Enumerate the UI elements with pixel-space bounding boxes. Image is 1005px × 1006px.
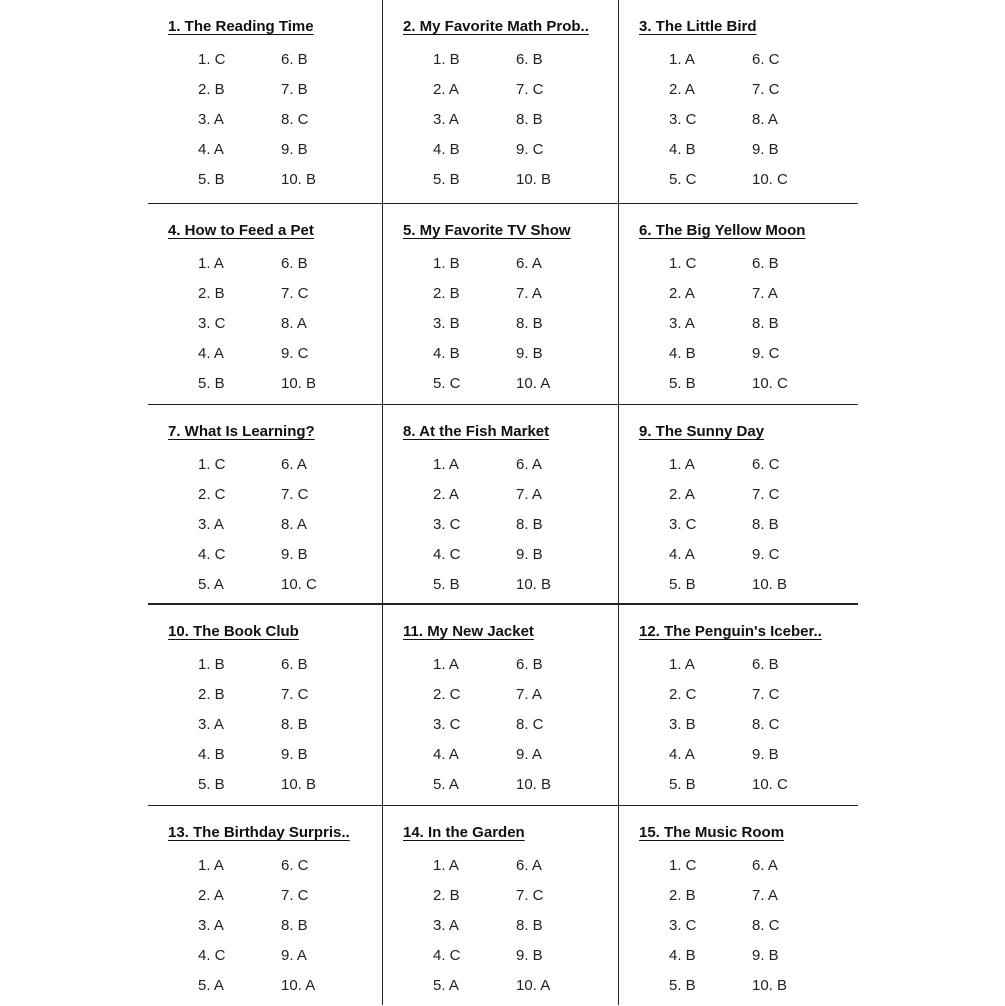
- answer-item: 5. A: [433, 977, 459, 994]
- answer-item: 1. C: [198, 456, 226, 473]
- answer-item: 1. C: [669, 255, 697, 272]
- answer-item: 3. C: [669, 111, 697, 128]
- answer-item: 6. B: [281, 51, 308, 68]
- answer-key-grid: [148, 0, 858, 1005]
- quiz-title: 4. How to Feed a Pet: [168, 222, 314, 239]
- answer-item: 4. C: [198, 947, 226, 964]
- answer-item: 3. A: [198, 516, 224, 533]
- answer-item: 7. C: [752, 686, 780, 703]
- quiz-title: 5. My Favorite TV Show: [403, 222, 571, 239]
- answer-item: 6. B: [516, 656, 543, 673]
- answer-item: 9. A: [516, 746, 542, 763]
- answer-item: 6. A: [752, 857, 778, 874]
- answer-item: 6. C: [752, 456, 780, 473]
- answer-list: [198, 455, 341, 605]
- answer-item: 2. A: [433, 486, 459, 503]
- answer-item: 5. B: [669, 576, 696, 593]
- answer-item: 1. A: [433, 456, 459, 473]
- answer-item: 4. B: [433, 345, 460, 362]
- answer-item: 7. C: [281, 887, 309, 904]
- answer-list: [433, 50, 576, 200]
- quiz-answer-block: [619, 0, 858, 204]
- answer-item: 4. C: [198, 546, 226, 563]
- answer-item: 5. B: [198, 375, 225, 392]
- answer-item: 2. A: [433, 81, 459, 98]
- answer-list: [433, 856, 576, 1006]
- answer-item: 5. A: [198, 977, 224, 994]
- answer-list: [198, 254, 341, 404]
- answer-item: 10. B: [281, 375, 317, 392]
- answer-item: 2. C: [433, 686, 461, 703]
- answer-item: 9. B: [752, 141, 779, 158]
- answer-item: 8. A: [752, 111, 778, 128]
- answer-item: 6. A: [281, 456, 307, 473]
- answer-item: 1. A: [669, 51, 695, 68]
- answer-item: 7. A: [516, 686, 542, 703]
- answer-item: 3. C: [433, 516, 461, 533]
- answer-item: 4. A: [669, 546, 695, 563]
- answer-item: 5. B: [433, 171, 460, 188]
- answer-item: 2. A: [669, 285, 695, 302]
- quiz-title: 14. In the Garden: [403, 824, 525, 841]
- answer-item: 8. B: [752, 516, 779, 533]
- answer-item: 4. B: [669, 345, 696, 362]
- answer-item: 7. A: [516, 486, 542, 503]
- answer-item: 9. B: [516, 345, 543, 362]
- answer-item: 8. B: [516, 917, 543, 934]
- answer-item: 2. B: [433, 285, 460, 302]
- answer-item: 6. A: [516, 456, 542, 473]
- answer-item: 2. C: [669, 686, 697, 703]
- answer-item: 4. A: [433, 746, 459, 763]
- answer-item: 5. B: [669, 776, 696, 793]
- answer-item: 9. A: [281, 947, 307, 964]
- answer-item: 1. A: [433, 656, 459, 673]
- answer-item: 10. B: [752, 576, 788, 593]
- answer-item: 7. C: [281, 486, 309, 503]
- quiz-answer-block: [148, 204, 383, 405]
- answer-item: 3. C: [669, 516, 697, 533]
- answer-item: 10. A: [281, 977, 316, 994]
- answer-item: 9. B: [281, 546, 308, 563]
- answer-item: 8. C: [516, 716, 544, 733]
- answer-item: 8. B: [516, 315, 543, 332]
- answer-list: [198, 856, 341, 1006]
- answer-item: 9. B: [281, 141, 308, 158]
- answer-item: 4. B: [669, 947, 696, 964]
- answer-list: [669, 455, 812, 605]
- answer-item: 9. B: [516, 546, 543, 563]
- answer-item: 9. C: [752, 546, 780, 563]
- quiz-answer-block: [383, 204, 619, 405]
- answer-item: 4. B: [198, 746, 225, 763]
- answer-item: 7. C: [281, 285, 309, 302]
- answer-list: [433, 655, 576, 805]
- quiz-title: 7. What Is Learning?: [168, 423, 315, 440]
- answer-item: 2. A: [669, 81, 695, 98]
- quiz-title: 10. The Book Club: [168, 623, 299, 640]
- quiz-answer-block: [619, 806, 858, 1005]
- quiz-answer-block: [383, 605, 619, 806]
- answer-item: 1. C: [198, 51, 226, 68]
- answer-item: 8. A: [281, 315, 307, 332]
- quiz-answer-block: [383, 0, 619, 204]
- answer-list: [433, 254, 576, 404]
- answer-item: 7. B: [281, 81, 308, 98]
- answer-item: 3. B: [433, 315, 460, 332]
- answer-item: 6. B: [752, 255, 779, 272]
- answer-item: 6. B: [281, 255, 308, 272]
- quiz-title: 8. At the Fish Market: [403, 423, 550, 440]
- answer-item: 10. B: [752, 977, 788, 994]
- answer-item: 1. A: [198, 857, 224, 874]
- answer-item: 7. A: [516, 285, 542, 302]
- quiz-answer-block: [619, 405, 858, 605]
- quiz-answer-block: [148, 605, 383, 806]
- answer-item: 4. A: [669, 746, 695, 763]
- answer-item: 10. A: [516, 977, 551, 994]
- answer-item: 9. C: [752, 345, 780, 362]
- answer-list: [198, 50, 341, 200]
- answer-item: 3. B: [669, 716, 696, 733]
- answer-item: 7. C: [281, 686, 309, 703]
- answer-item: 6. A: [516, 255, 542, 272]
- answer-item: 10. A: [516, 375, 551, 392]
- answer-item: 1. C: [669, 857, 697, 874]
- answer-item: 10. B: [281, 171, 317, 188]
- answer-item: 6. A: [516, 857, 542, 874]
- answer-item: 4. B: [433, 141, 460, 158]
- answer-item: 8. B: [281, 716, 308, 733]
- answer-item: 9. B: [752, 947, 779, 964]
- answer-item: 4. C: [433, 546, 461, 563]
- answer-item: 5. A: [433, 776, 459, 793]
- answer-item: 1. B: [198, 656, 225, 673]
- answer-item: 6. B: [752, 656, 779, 673]
- answer-item: 4. B: [669, 141, 696, 158]
- answer-item: 2. C: [198, 486, 226, 503]
- answer-item: 8. B: [516, 516, 543, 533]
- answer-item: 8. C: [281, 111, 309, 128]
- answer-item: 5. C: [669, 171, 697, 188]
- answer-item: 3. A: [433, 111, 459, 128]
- answer-item: 8. B: [752, 315, 779, 332]
- answer-item: 5. B: [669, 375, 696, 392]
- answer-item: 3. A: [433, 917, 459, 934]
- quiz-answer-block: [148, 405, 383, 605]
- answer-item: 8. C: [752, 917, 780, 934]
- answer-item: 2. B: [198, 285, 225, 302]
- answer-item: 5. C: [433, 375, 461, 392]
- answer-item: 5. B: [198, 776, 225, 793]
- quiz-title: 2. My Favorite Math Prob..: [403, 18, 589, 35]
- answer-item: 5. B: [669, 977, 696, 994]
- answer-item: 1. A: [433, 857, 459, 874]
- answer-item: 9. B: [752, 746, 779, 763]
- quiz-answer-block: [148, 806, 383, 1005]
- answer-item: 4. C: [433, 947, 461, 964]
- answer-item: 10. B: [281, 776, 317, 793]
- answer-item: 9. C: [516, 141, 544, 158]
- answer-item: 2. B: [669, 887, 696, 904]
- answer-item: 1. A: [669, 456, 695, 473]
- answer-item: 4. A: [198, 345, 224, 362]
- answer-item: 6. C: [281, 857, 309, 874]
- answer-list: [198, 655, 341, 805]
- answer-list: [669, 50, 812, 200]
- quiz-title: 9. The Sunny Day: [639, 423, 765, 440]
- answer-item: 10. B: [516, 776, 552, 793]
- answer-item: 10. B: [516, 171, 552, 188]
- answer-item: 1. A: [198, 255, 224, 272]
- quiz-title: 15. The Music Room: [639, 824, 785, 841]
- answer-item: 7. C: [516, 81, 544, 98]
- quiz-title: 6. The Big Yellow Moon: [639, 222, 806, 239]
- answer-item: 8. A: [281, 516, 307, 533]
- answer-item: 6. C: [752, 51, 780, 68]
- answer-list: [669, 655, 812, 805]
- answer-item: 2. A: [669, 486, 695, 503]
- answer-list: [669, 254, 812, 404]
- answer-item: 8. B: [281, 917, 308, 934]
- answer-list: [433, 455, 576, 605]
- answer-item: 2. B: [198, 81, 225, 98]
- answer-item: 5. B: [433, 576, 460, 593]
- answer-item: 5. B: [198, 171, 225, 188]
- answer-item: 9. B: [281, 746, 308, 763]
- answer-item: 7. A: [752, 285, 778, 302]
- quiz-answer-block: [148, 0, 383, 204]
- answer-item: 3. C: [433, 716, 461, 733]
- answer-item: 6. B: [516, 51, 543, 68]
- answer-item: 8. C: [752, 716, 780, 733]
- answer-item: 9. C: [281, 345, 309, 362]
- answer-item: 2. B: [433, 887, 460, 904]
- answer-item: 1. A: [669, 656, 695, 673]
- quiz-answer-block: [383, 806, 619, 1005]
- answer-item: 10. C: [281, 576, 317, 593]
- answer-item: 2. A: [198, 887, 224, 904]
- answer-item: 4. A: [198, 141, 224, 158]
- answer-item: 1. B: [433, 255, 460, 272]
- quiz-answer-block: [619, 605, 858, 806]
- answer-item: 1. B: [433, 51, 460, 68]
- quiz-title: 3. The Little Bird: [639, 18, 757, 35]
- answer-item: 10. C: [752, 171, 788, 188]
- answer-list: [669, 856, 812, 1006]
- answer-item: 5. A: [198, 576, 224, 593]
- answer-item: 3. C: [669, 917, 697, 934]
- answer-item: 6. B: [281, 656, 308, 673]
- answer-item: 3. A: [198, 917, 224, 934]
- answer-item: 10. B: [516, 576, 552, 593]
- answer-item: 7. C: [752, 81, 780, 98]
- answer-item: 2. B: [198, 686, 225, 703]
- answer-item: 3. A: [198, 716, 224, 733]
- quiz-title: 12. The Penguin's Iceber..: [639, 623, 822, 640]
- answer-item: 3. A: [198, 111, 224, 128]
- quiz-title: 11. My New Jacket: [403, 623, 534, 640]
- answer-item: 8. B: [516, 111, 543, 128]
- answer-item: 10. C: [752, 375, 788, 392]
- quiz-title: 1. The Reading Time: [168, 18, 314, 35]
- answer-item: 10. C: [752, 776, 788, 793]
- answer-item: 3. C: [198, 315, 226, 332]
- quiz-answer-block: [383, 405, 619, 605]
- answer-item: 7. A: [752, 887, 778, 904]
- answer-item: 3. A: [669, 315, 695, 332]
- quiz-answer-block: [619, 204, 858, 405]
- answer-item: 7. C: [752, 486, 780, 503]
- quiz-title: 13. The Birthday Surpris..: [168, 824, 350, 841]
- answer-item: 7. C: [516, 887, 544, 904]
- answer-item: 9. B: [516, 947, 543, 964]
